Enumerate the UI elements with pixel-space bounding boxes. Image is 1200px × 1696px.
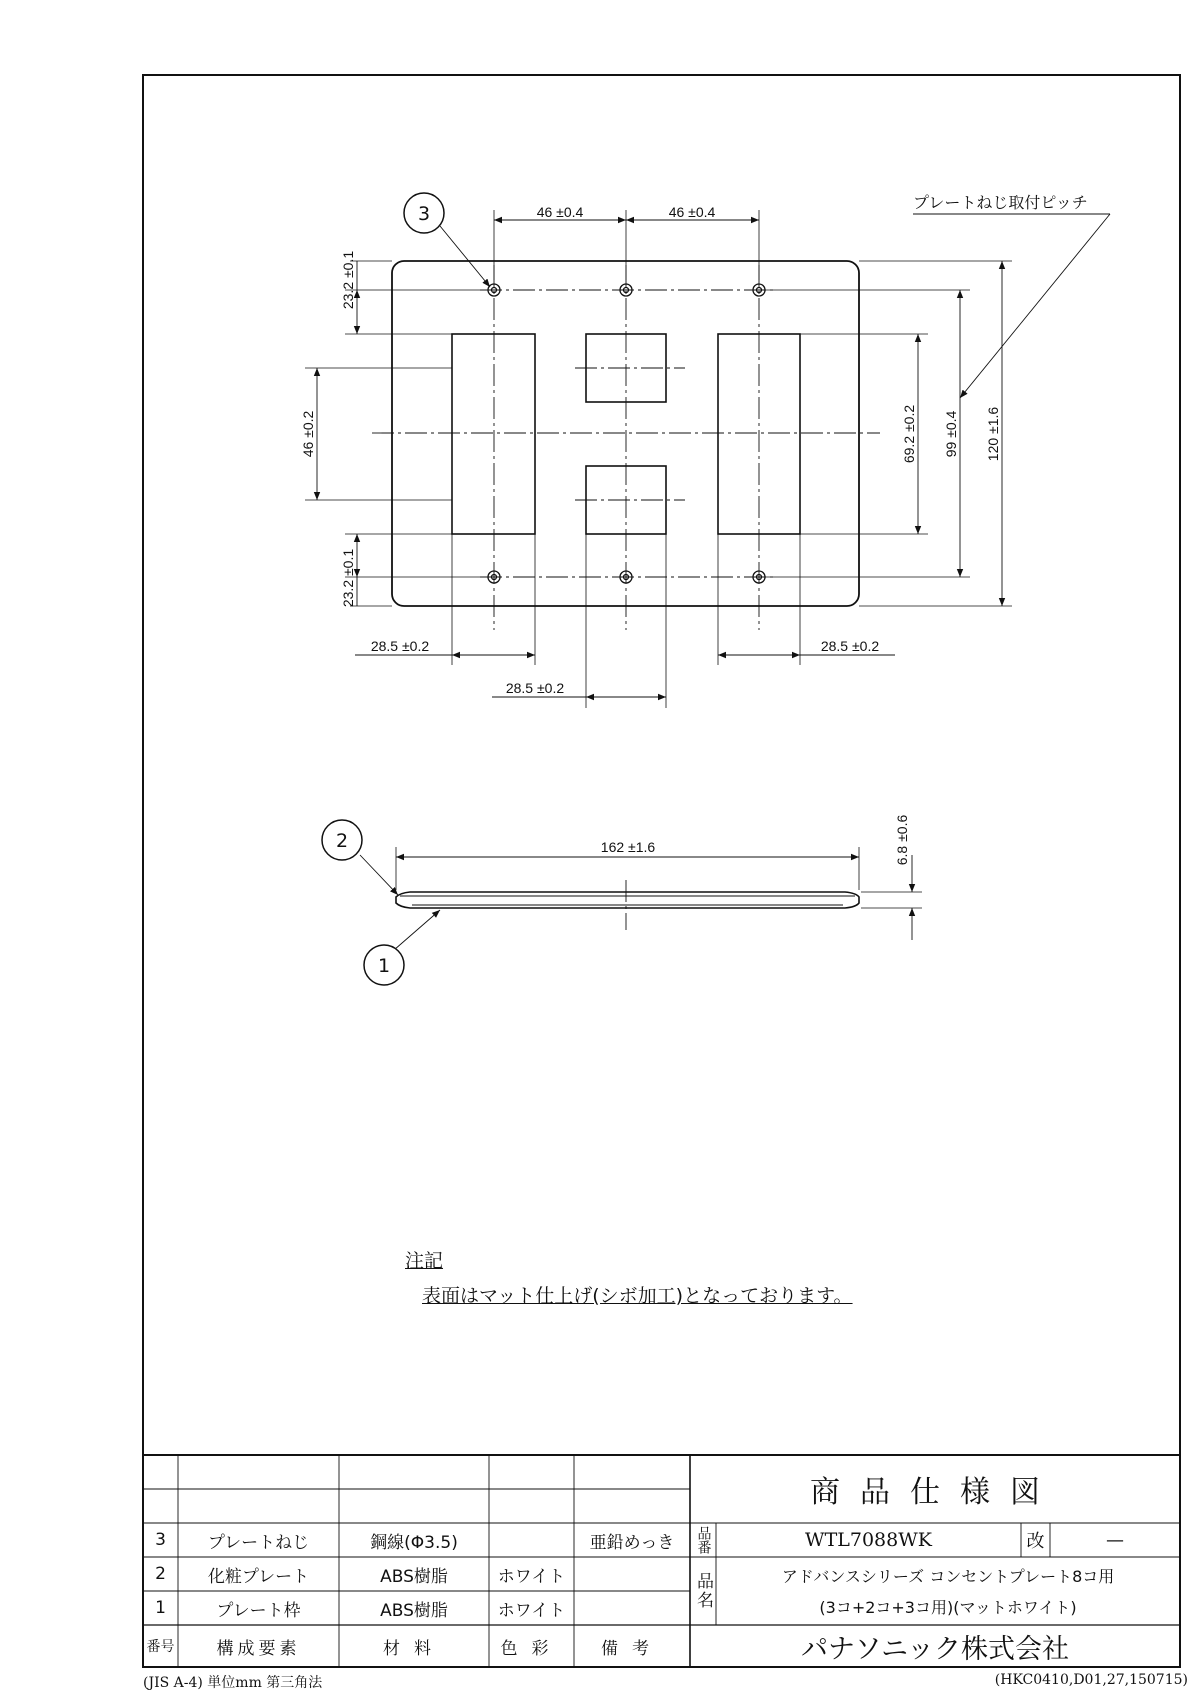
header-remarks: 備考 bbox=[601, 1638, 663, 1659]
dim-opening-width-middle: 28.5 ±0.2 bbox=[505, 680, 565, 696]
company-name: パナソニック株式会社 bbox=[800, 1633, 1070, 1665]
product-name-line2: (3コ+2コ+3コ用)(マットホワイト) bbox=[819, 1597, 1077, 1617]
product-name-line1: アドバンスシリーズ コンセントプレート8コ用 bbox=[781, 1566, 1115, 1586]
callout-3: 3 bbox=[417, 203, 431, 225]
dim-top-margin: 23.2 ±0.1 bbox=[340, 250, 356, 310]
header-no: 番号 bbox=[146, 1639, 175, 1655]
row-3-color bbox=[489, 1523, 574, 1557]
header-element: 構成要素 bbox=[216, 1638, 301, 1659]
row-3-element: プレートねじ bbox=[207, 1532, 310, 1553]
plate-profile bbox=[396, 892, 859, 908]
notes-title: 注記 bbox=[405, 1250, 444, 1272]
dim-plate-width: 162 ±1.6 bbox=[600, 839, 656, 855]
row-3-no: 3 bbox=[155, 1530, 166, 1550]
dim-plate-height: 120 ±1.6 bbox=[985, 406, 1001, 462]
opening-left bbox=[452, 334, 535, 534]
row-2-no: 2 bbox=[155, 1564, 166, 1584]
callout-1: 1 bbox=[377, 955, 391, 977]
dim-opening-width-right: 28.5 ±0.2 bbox=[820, 638, 880, 654]
row-2-material: ABS樹脂 bbox=[380, 1566, 448, 1587]
side-view bbox=[360, 847, 922, 950]
part-no: WTL7088WK bbox=[805, 1529, 932, 1551]
dim-pitch-left: 46 ±0.4 bbox=[536, 204, 584, 220]
revision-label: 改 bbox=[1026, 1531, 1045, 1552]
row-1-material: ABS樹脂 bbox=[380, 1600, 448, 1621]
notes-text: 表面はマット仕上げ(シボ加工)となっております。 bbox=[422, 1285, 853, 1307]
dim-screw-pitch-vertical: 99 ±0.4 bbox=[943, 410, 959, 458]
dim-opening-height: 69.2 ±0.2 bbox=[901, 404, 917, 464]
side-view-labels bbox=[322, 815, 910, 985]
row-3-material: 鋼線(Φ3.5) bbox=[370, 1532, 458, 1553]
row-3-remarks: 亜鉛めっき bbox=[589, 1532, 675, 1553]
annotation-screw-pitch: プレートねじ取付ピッチ bbox=[913, 193, 1088, 212]
row-1-remarks bbox=[574, 1591, 690, 1625]
sheet-border bbox=[143, 75, 1180, 1667]
footer-right: (HKC0410,D01,27,150715) bbox=[994, 1672, 1188, 1688]
row-1-no: 1 bbox=[155, 1598, 166, 1618]
row-2-remarks bbox=[574, 1557, 690, 1591]
row-2-color: ホワイト bbox=[497, 1566, 566, 1587]
screw-holes bbox=[488, 284, 765, 583]
header-material: 材料 bbox=[383, 1638, 445, 1659]
row-2-element: 化粧プレート bbox=[207, 1566, 310, 1587]
row-1-element: プレート枠 bbox=[216, 1600, 301, 1621]
footer-left: (JIS A-4) 単位mm 第三角法 bbox=[143, 1675, 323, 1691]
plate-outline bbox=[392, 261, 859, 606]
part-no-label: 品番 bbox=[695, 1526, 712, 1554]
name-label: 品名 bbox=[693, 1572, 713, 1610]
header-color: 色彩 bbox=[500, 1638, 563, 1659]
dim-thickness: 6.8 ±0.6 bbox=[894, 814, 910, 866]
dim-pitch-right: 46 ±0.4 bbox=[668, 204, 716, 220]
title-block-title: 商品仕様図 bbox=[810, 1475, 1060, 1510]
revision-value: — bbox=[1106, 1529, 1124, 1551]
dim-side-46: 46 ±0.2 bbox=[300, 410, 316, 458]
callout-2: 2 bbox=[335, 830, 349, 852]
front-view-labels bbox=[300, 193, 1088, 696]
row-1-color: ホワイト bbox=[497, 1600, 566, 1621]
dim-bottom-margin: 23.2 ±0.1 bbox=[340, 548, 356, 608]
dim-opening-width-left: 28.5 ±0.2 bbox=[370, 638, 430, 654]
